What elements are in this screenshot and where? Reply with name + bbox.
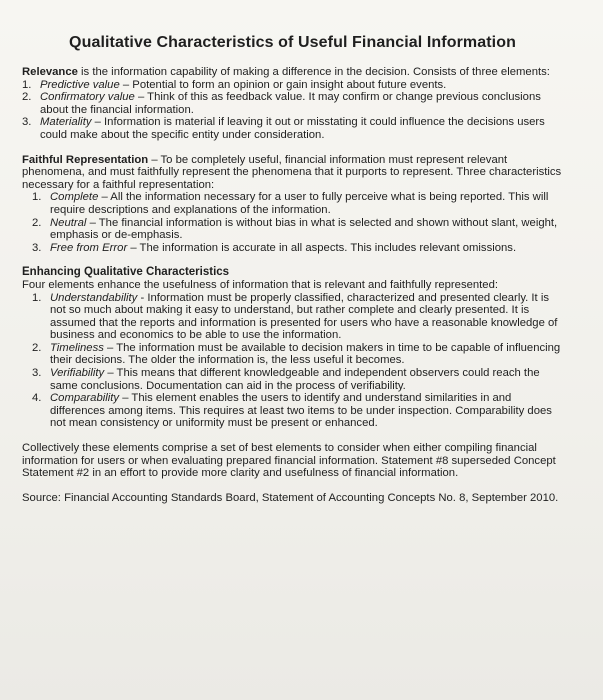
item-text: – Potential to form an opinion or gain insight about future events. [122, 78, 447, 91]
list-item [32, 392, 563, 430]
item-text: – Information is material if leaving it out or misstating it could influence the decisions users could make about the specific entity under consideration. [40, 116, 545, 141]
item-text: – This element enables the users to identify and understand similarities in and differences among items. This requires at least two items to be under inspection. Comparability does not mean consistency or uniformity must be present or enhanced. [50, 392, 552, 430]
faithful-intro [22, 154, 563, 192]
relevance-section [22, 66, 563, 142]
item-number: 2. [32, 341, 42, 354]
item-number: 2. [32, 216, 42, 229]
list-item [32, 242, 563, 255]
item-text: – The information is accurate in all aspects. This includes relevant omissions. [130, 241, 517, 254]
enhancing-list [22, 292, 563, 431]
item-text: – Think of this as feedback value. It may confirm or change previous conclusions about the financial information. [40, 91, 541, 116]
faithful-term: Faithful Representation [22, 153, 149, 166]
item-term: Understandability [50, 291, 138, 304]
item-term: Free from Error [50, 241, 128, 254]
item-term: Complete [50, 191, 99, 204]
item-number: 1. [32, 191, 42, 204]
enhancing-section [22, 266, 563, 430]
item-text: - Information must be properly classified, characterized and presented clearly. It is not so much about making it easy to understand, but rather complete and clearly presented. It is assumed that the reports and information is presented for users who have a reasonable knowledge of business and economics to be able to use the information. [50, 291, 558, 342]
enhancing-heading: Enhancing Qualitative Characteristics [22, 266, 230, 279]
item-term: Timeliness [50, 341, 104, 354]
relevance-intro [22, 66, 563, 79]
item-number: 3. [22, 116, 32, 129]
item-text: – This means that different knowledgeable and independent observers could reach the same conclusions. Documentation can aid in the process of verifiability. [50, 367, 540, 392]
item-term: Confirmatory value [40, 91, 135, 104]
document-title: Qualitative Characteristics of Useful Financial Information [69, 34, 516, 51]
item-number: 3. [32, 367, 42, 380]
item-term: Verifiability [50, 367, 105, 380]
item-term: Materiality [40, 116, 92, 129]
list-item [32, 292, 563, 342]
item-text: – The information must be available to decision makers in time to be capable of influencing their decisions. The older the information is, the less useful it becomes. [50, 341, 561, 367]
list-item [22, 91, 563, 116]
faithful-list [22, 191, 563, 254]
list-item [32, 342, 563, 367]
source-citation: Source: Financial Accounting Standards Board, Statement of Accounting Concepts No. 8, September 2010. [22, 491, 559, 504]
enhancing-intro: Four elements enhance the usefulness of information that is relevant and faithfully represented: [22, 278, 499, 291]
list-item [32, 191, 563, 216]
list-item [32, 217, 563, 242]
item-term: Predictive value [40, 78, 120, 91]
item-number: 1. [22, 78, 32, 91]
faithful-section [22, 154, 563, 255]
item-term: Neutral [50, 216, 87, 229]
item-number: 1. [32, 291, 42, 304]
list-item [22, 116, 563, 141]
faithful-intro-text: – To be completely useful, financial information must represent relevant phenomena, and must faithfully represent the phenomena that it purports to represent. Three characteristics necessary for a faithful representation: [22, 153, 562, 191]
list-item [32, 367, 563, 392]
collectively-paragraph: Collectively these elements comprise a set of best elements to consider when either compiling financial information for users or when evaluating prepared financial information. Statement #8 superseded Concept Statement #2 in an effort to provide more clarity and usefulness of financial information. [22, 442, 556, 480]
item-number: 3. [32, 241, 42, 254]
relevance-term: Relevance [22, 66, 78, 78]
item-number: 2. [22, 91, 32, 104]
item-number: 4. [32, 392, 42, 405]
relevance-list [22, 79, 563, 142]
item-text: – The financial information is without bias in what is selected and shown without slant, weight, emphasis or de-emphasis. [50, 216, 558, 242]
item-term: Comparability [50, 392, 120, 405]
relevance-intro-text: is the information capability of making a difference in the decision. Consists of three elements: [81, 66, 550, 78]
item-text: – All the information necessary for a user to fully perceive what is being reported. This will require descriptions and explanations of the information. [50, 191, 549, 216]
list-item [22, 79, 563, 92]
